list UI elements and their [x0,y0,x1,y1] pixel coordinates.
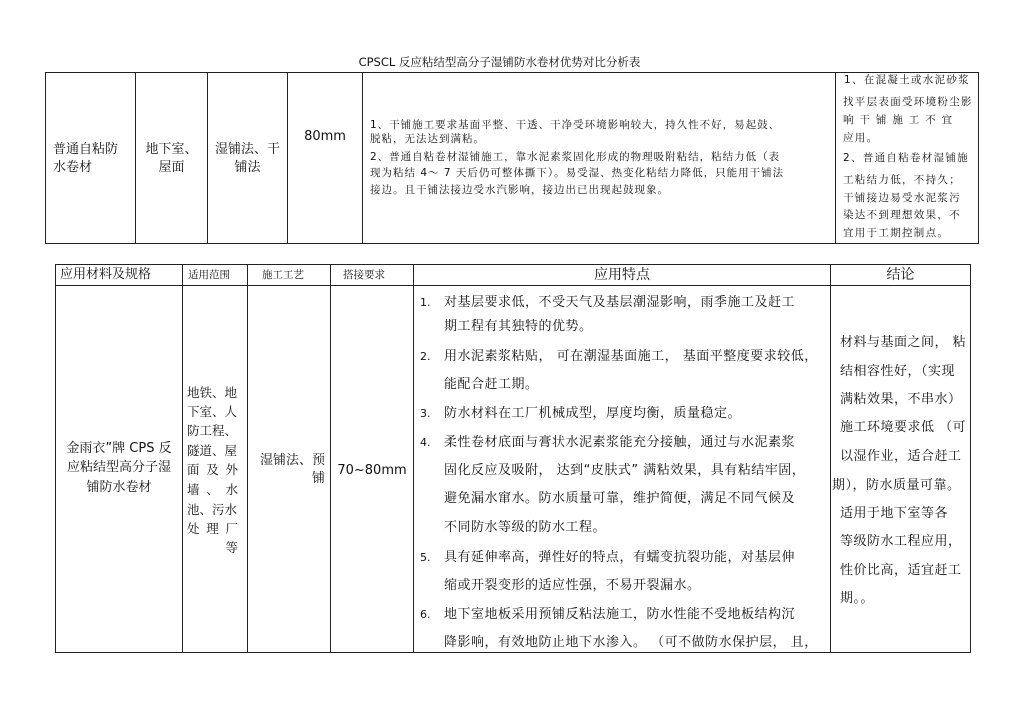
feature-line: 能配合赶工期。 [444,377,539,392]
header-overlap: 搭接要求 [343,269,385,281]
cps-material-line: 铺防水卷材 [86,480,152,495]
cps-overlap-value: 70~80mm [337,463,407,478]
cps-conclusion-line: 施工环境要求低 （可 [840,420,967,435]
feature-line: 对基层要求低，不受天气及基层潮湿影响，雨季施工及赶工 [444,295,796,310]
ordinary-feature-line: 接边。且干铺法接边受水汽影响，接边出已出现起鼓现象。 [370,184,669,196]
cps-method-line: 湿铺法、预 [260,453,326,468]
cps-scope-line: 墙 、 水 [187,482,238,497]
ordinary-material-line: 水卷材 [53,160,93,175]
ordinary-conclusion-line: 干铺接边易受水泥浆污 [843,192,961,204]
cps-conclusion-line: 期。。 [840,591,875,606]
feature-line: 降影响，有效地防止地下水渗入。 （可不做防水保护层， 且， [444,635,818,650]
cps-conclusion-line: 满粘效果，不串水） [840,392,962,407]
cps-scope-line: 等 [225,540,238,555]
cps-conclusion-line: 期），防水质量可靠。 [832,478,961,493]
ordinary-overlap-cell [287,72,363,244]
cps-conclusion-line: 适用于地下室等各 [840,506,949,521]
ordinary-material-cell [45,72,136,244]
header-features: 应用特点 [594,267,650,283]
ordinary-material-line: 普通自粘防 [53,142,119,157]
ordinary-conclusion-line: 1、在混凝土或水泥砂浆 [844,74,970,86]
cps-scope-line: 地铁、地 [187,385,238,400]
ordinary-method-line: 湿铺法、干 [214,142,280,157]
feature-number: 4. [420,436,431,449]
header-conclusion: 结论 [886,267,915,283]
cps-material-line: 金雨衣”牌 CPS 反 [66,441,172,456]
ordinary-scope-cell [135,72,208,244]
cps-conclusion-line: 性价比高，适宜赶工 [840,563,962,578]
cps-conclusion-line: 等级防水工程应用， [840,534,962,549]
feature-number: 5. [420,551,431,564]
header-scope-cell [182,264,248,286]
cps-conclusion-cell [830,285,971,653]
document-title: CPSCL 反应粘结型高分子湿铺防水卷材优势对比分析表 [358,55,641,69]
header-scope: 适用范围 [188,269,230,281]
feature-line: 缩或开裂变形的适应性强，不易开裂漏水。 [444,578,701,593]
header-method-cell [247,264,331,286]
feature-number: 3. [420,407,431,420]
cps-scope-line: 面 及 外 [187,462,238,477]
feature-line: 固化反应及吸附， 达到“皮肤式” 满粘效果，具有粘结牢固， [444,463,806,478]
header-method: 施工工艺 [262,269,304,281]
ordinary-conclusion-cell [835,72,979,244]
header-material: 应用材料及规格 [60,267,152,282]
ordinary-conclusion-line: 染达不到理想效果，不 [843,209,961,221]
header-overlap-cell [330,264,414,286]
ordinary-feature-line: 2、普通自粘卷材湿铺施工，靠水泥素浆固化形成的物理吸附粘结，粘结力低（表 [370,151,781,163]
ordinary-scope-line: 地下室、 [145,142,198,157]
ordinary-conclusion-line: 工粘结力低，不持久； [843,174,961,186]
ordinary-conclusion-line: 找平层表面受环境粉尘影 [843,96,973,108]
feature-line: 防水材料在工厂机械成型，厚度均衡，质量稳定。 [444,406,742,421]
ordinary-conclusion-line: 2、普通自粘卷材湿铺施 [843,152,969,164]
ordinary-conclusion-line: 应用。 [843,132,879,144]
cps-scope-line: 池、污水 [187,502,238,517]
cps-scope-cell [182,285,248,653]
ordinary-method-line: 铺法 [234,160,261,175]
header-conclusion-cell [830,264,971,286]
ordinary-features-cell [362,72,836,244]
feature-line: 用水泥素浆粘贴， 可在潮湿基面施工， 基面平整度要求较低， [444,349,818,364]
ordinary-feature-line: 1、干铺施工要求基面平整、干透、干净受环境影响较大，持久性不好，易起鼓、 [370,119,781,131]
feature-number: 2. [420,350,431,363]
ordinary-scope-line: 屋面 [158,160,185,175]
cps-features-cell [413,285,831,653]
header-material-cell [55,264,183,286]
feature-number: 6. [420,608,431,621]
feature-line: 避免漏水窜水。防水质量可靠，维护简便，满足不同气候及 [444,491,796,506]
cps-conclusion-line: 材料与基面之间， 粘 [840,335,967,350]
feature-line: 具有延伸率高，弹性好的特点，有蠕变抗裂功能，对基层伸 [444,550,796,565]
cps-scope-line: 隧道、屋 [187,443,238,458]
ordinary-feature-line: 现为粘结 4～ 7 天后仍可整体撕下）。易受湿、热变化粘结力降低，只能用干铺法 [370,167,785,179]
cps-conclusion-line: 结相容性好，（实现 [840,364,956,379]
cps-conclusion-line: 以湿作业，适合赶工 [840,449,962,464]
cps-scope-line: 处 理 厂 [187,521,238,536]
feature-line: 不同防水等级的防水工程。 [444,520,607,535]
cps-method-cell [247,285,331,653]
ordinary-conclusion-line: 响 干 铺 施 工 不 宜 [843,114,954,126]
feature-line: 期工程有其独特的优势。 [444,319,593,334]
header-features-cell [413,264,831,286]
feature-number: 1. [420,296,431,309]
ordinary-feature-line: 脱粘，无法达到满粘。 [370,133,485,145]
cps-scope-line: 防工程、 [187,423,238,438]
cps-overlap-cell [330,285,414,653]
cps-material-cell [55,285,183,653]
cps-scope-line: 下室、人 [187,404,238,419]
feature-line: 柔性卷材底面与膏状水泥素浆能充分接触，通过与水泥素浆 [444,435,796,450]
ordinary-conclusion-line: 宜用于工期控制点。 [843,227,950,239]
ordinary-overlap-value: 80mm [304,129,346,144]
cps-material-line: 应粘结型高分子湿 [66,460,171,475]
ordinary-method-cell [207,72,288,244]
feature-line: 地下室地板采用预铺反粘法施工，防水性能不受地板结构沉 [444,607,796,622]
cps-method-line: 铺 [311,471,325,486]
